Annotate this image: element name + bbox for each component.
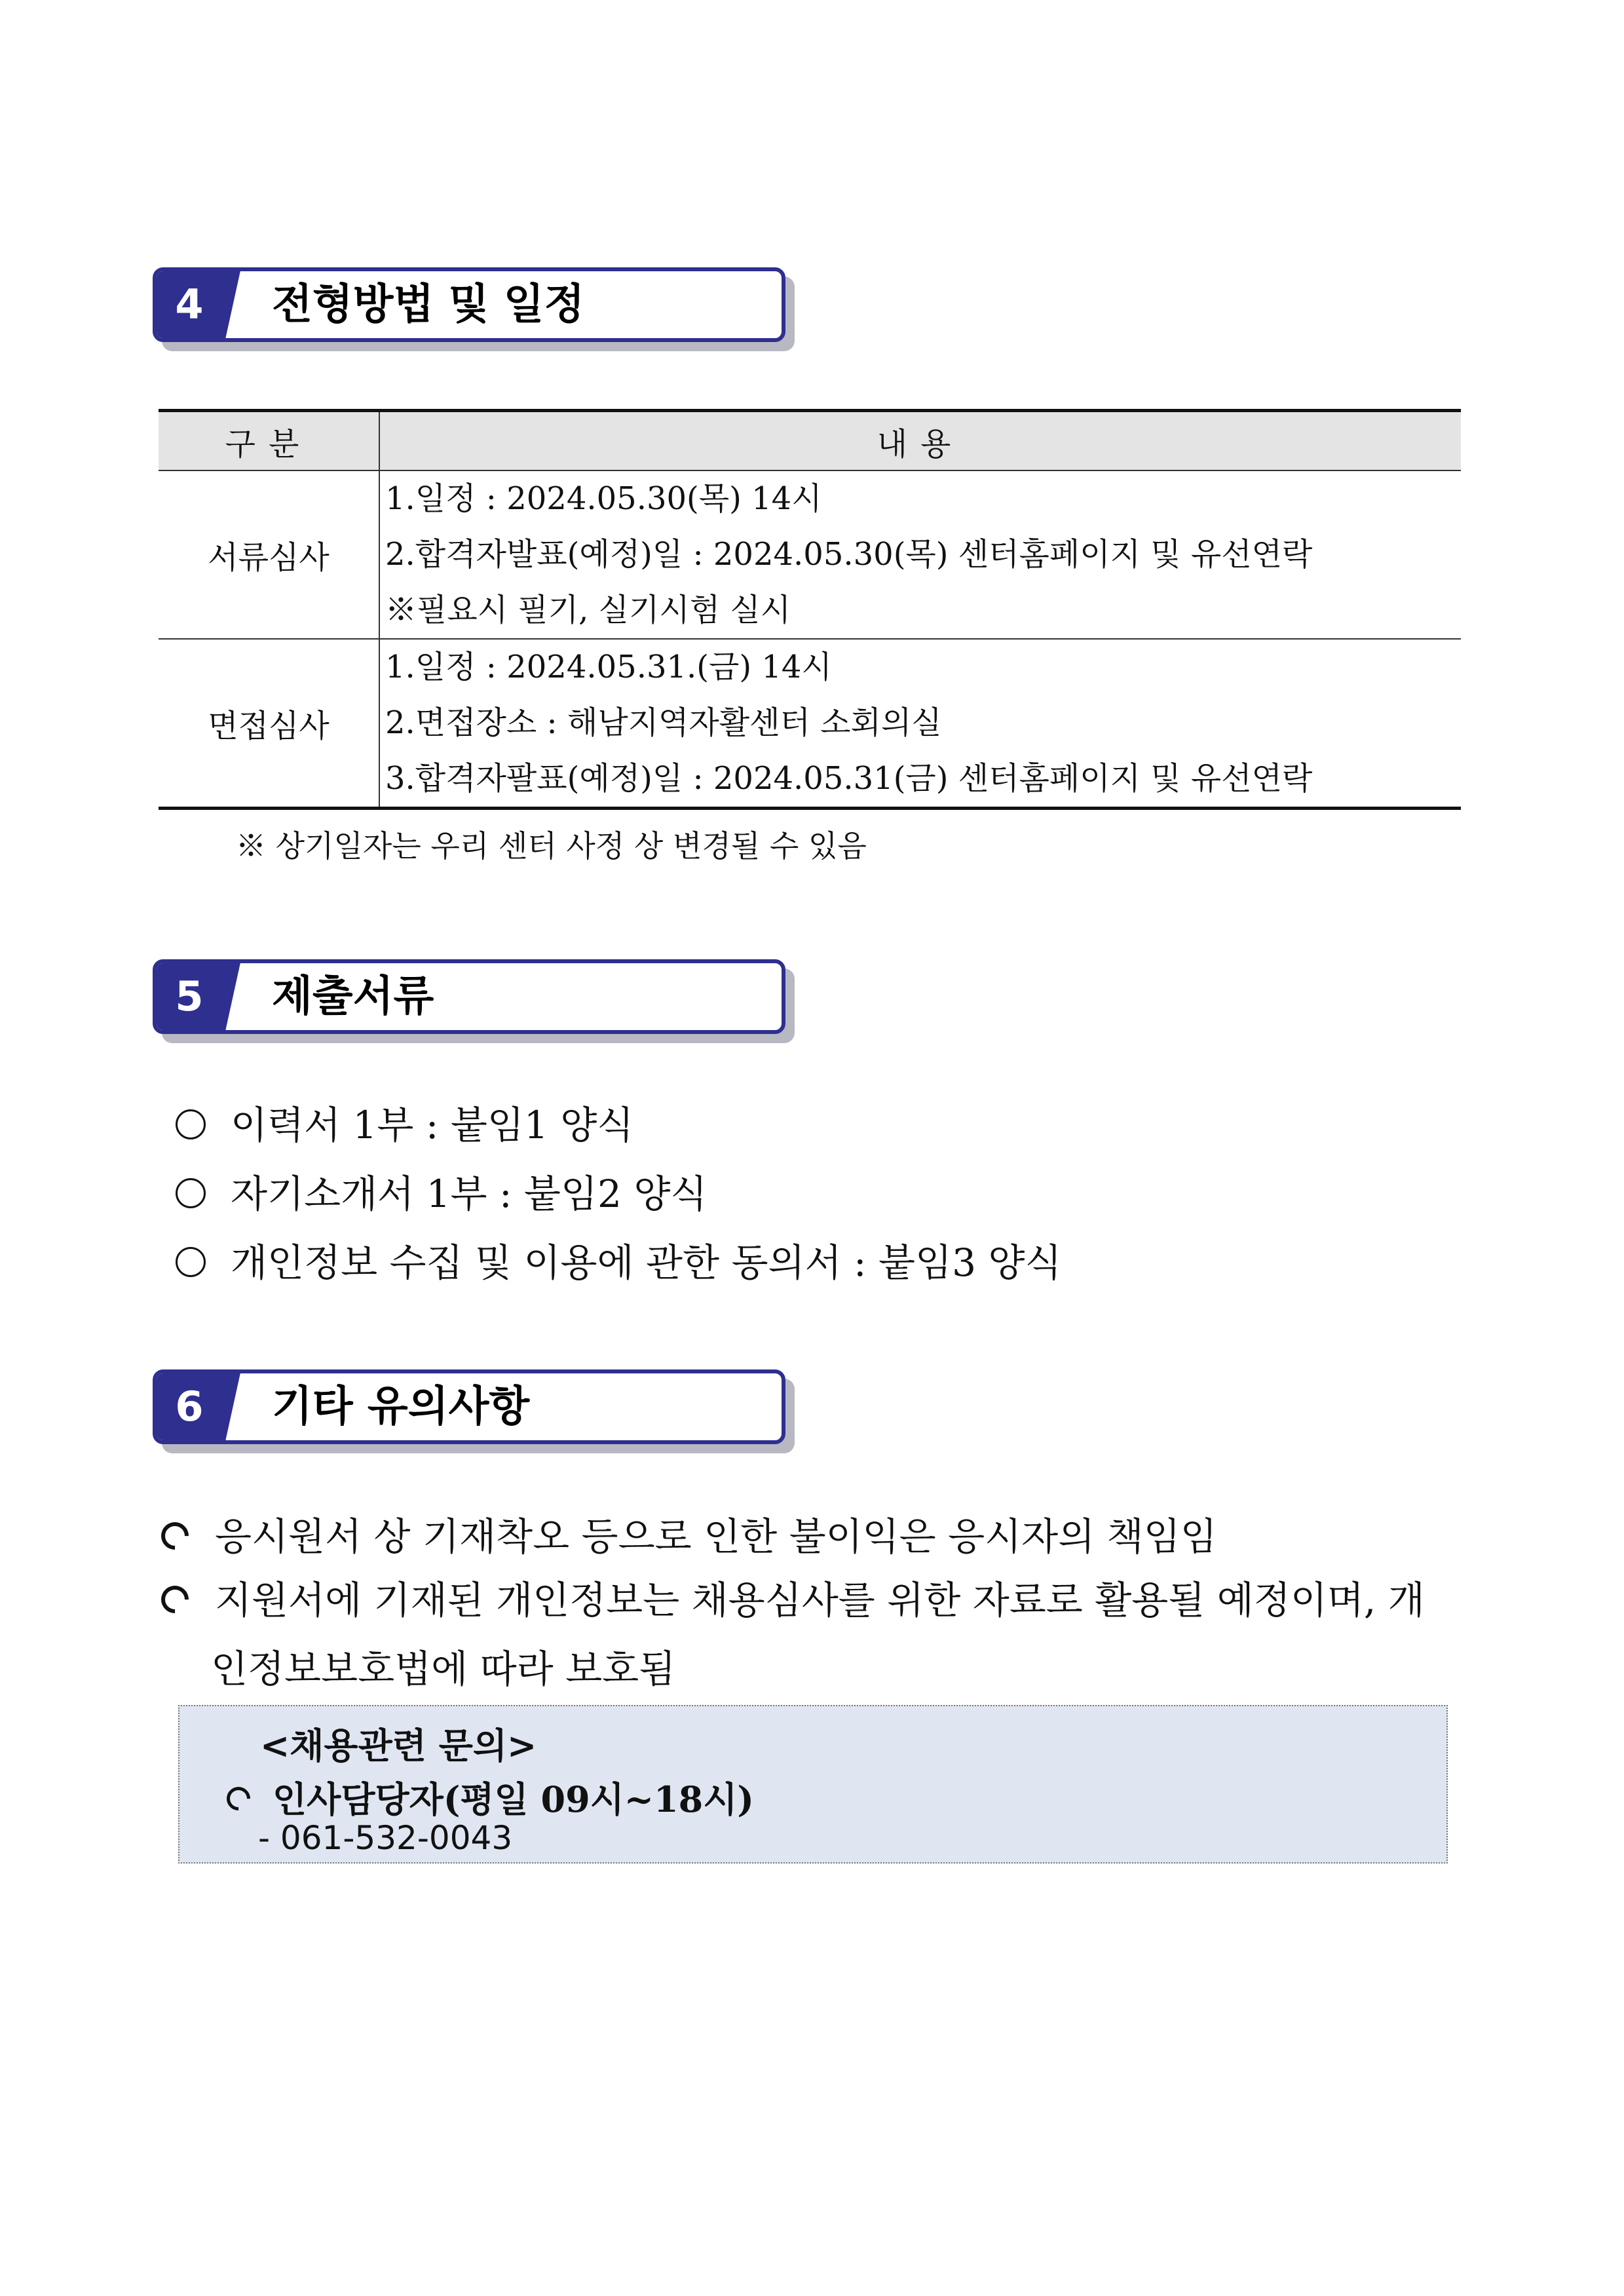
notice-text: 응시원서 상 기재착오 등으로 인한 불이익은 응시자의 책임임 — [215, 1514, 1217, 1559]
notice-text: 인정보보호법에 따라 보호됨 — [211, 1647, 676, 1691]
section-5-header — [153, 959, 795, 1043]
list-item — [176, 1094, 633, 1149]
row-content — [379, 470, 1461, 639]
section-title: 전형방법 및 일정 — [272, 280, 585, 329]
list-item — [176, 1163, 707, 1218]
notice-text: 지원서에 기재된 개인정보는 채용심사를 위한 자료로 활용될 예정이며, 개 — [215, 1578, 1425, 1622]
list-item — [161, 1569, 1425, 1624]
section-6-header — [153, 1369, 795, 1453]
section-4-header — [153, 267, 795, 351]
section-number: 5 — [175, 972, 204, 1020]
contact-phone: - 061-532-0043 — [258, 1819, 513, 1857]
table-row — [159, 639, 1461, 809]
notice-continuation — [211, 1638, 675, 1693]
contact-heading: <채용관련 문의> — [260, 1725, 537, 1767]
content-line: 3.합격자팔표(예정)일 : 2024.05.31(금) 센터홈페이지 및 유선연락 — [385, 760, 1313, 797]
list-item — [161, 1506, 1217, 1561]
document-item: 이력서 1부 : 붙임1 양식 — [231, 1103, 634, 1147]
circle-bullet-icon — [176, 1178, 206, 1208]
section-number: 6 — [175, 1383, 204, 1430]
section-title: 제출서류 — [272, 972, 434, 1021]
list-item — [176, 1232, 1061, 1287]
hollow-bullet-icon — [155, 1516, 194, 1555]
table-header-content: 내용 — [379, 411, 1461, 471]
document-item: 개인정보 수집 및 이용에 관한 동의서 : 붙임3 양식 — [231, 1240, 1062, 1285]
contact-person-text: 인사담당자(평일 09시~18시) — [273, 1778, 754, 1820]
hollow-bullet-icon — [155, 1580, 194, 1618]
content-line: 1.일정 : 2024.05.30(목) 14시 — [385, 480, 822, 517]
row-label: 서류심사 — [159, 470, 379, 639]
contact-box — [178, 1705, 1448, 1864]
document-item: 자기소개서 1부 : 붙임2 양식 — [231, 1172, 708, 1216]
section-number: 4 — [175, 280, 204, 328]
content-line: ※필요시 필기, 실기시험 실시 — [385, 592, 791, 628]
content-line: 1.일정 : 2024.05.31.(금) 14시 — [385, 649, 832, 685]
table-header-category: 구분 — [159, 411, 379, 471]
schedule-table — [159, 409, 1461, 810]
row-label: 면접심사 — [159, 639, 379, 809]
section-title: 기타 유의사항 — [272, 1383, 530, 1431]
hollow-bullet-icon — [222, 1782, 255, 1815]
row-content — [379, 639, 1461, 809]
schedule-note: ※ 상기일자는 우리 센터 사정 상 변경될 수 있음 — [236, 828, 867, 864]
content-line: 2.면접장소 : 해남지역자활센터 소회의실 — [385, 704, 942, 741]
content-line: 2.합격자발표(예정)일 : 2024.05.30(목) 센터홈페이지 및 유선연락 — [385, 536, 1313, 573]
circle-bullet-icon — [176, 1247, 206, 1277]
table-row — [159, 470, 1461, 639]
contact-person — [227, 1772, 754, 1822]
circle-bullet-icon — [176, 1109, 206, 1139]
